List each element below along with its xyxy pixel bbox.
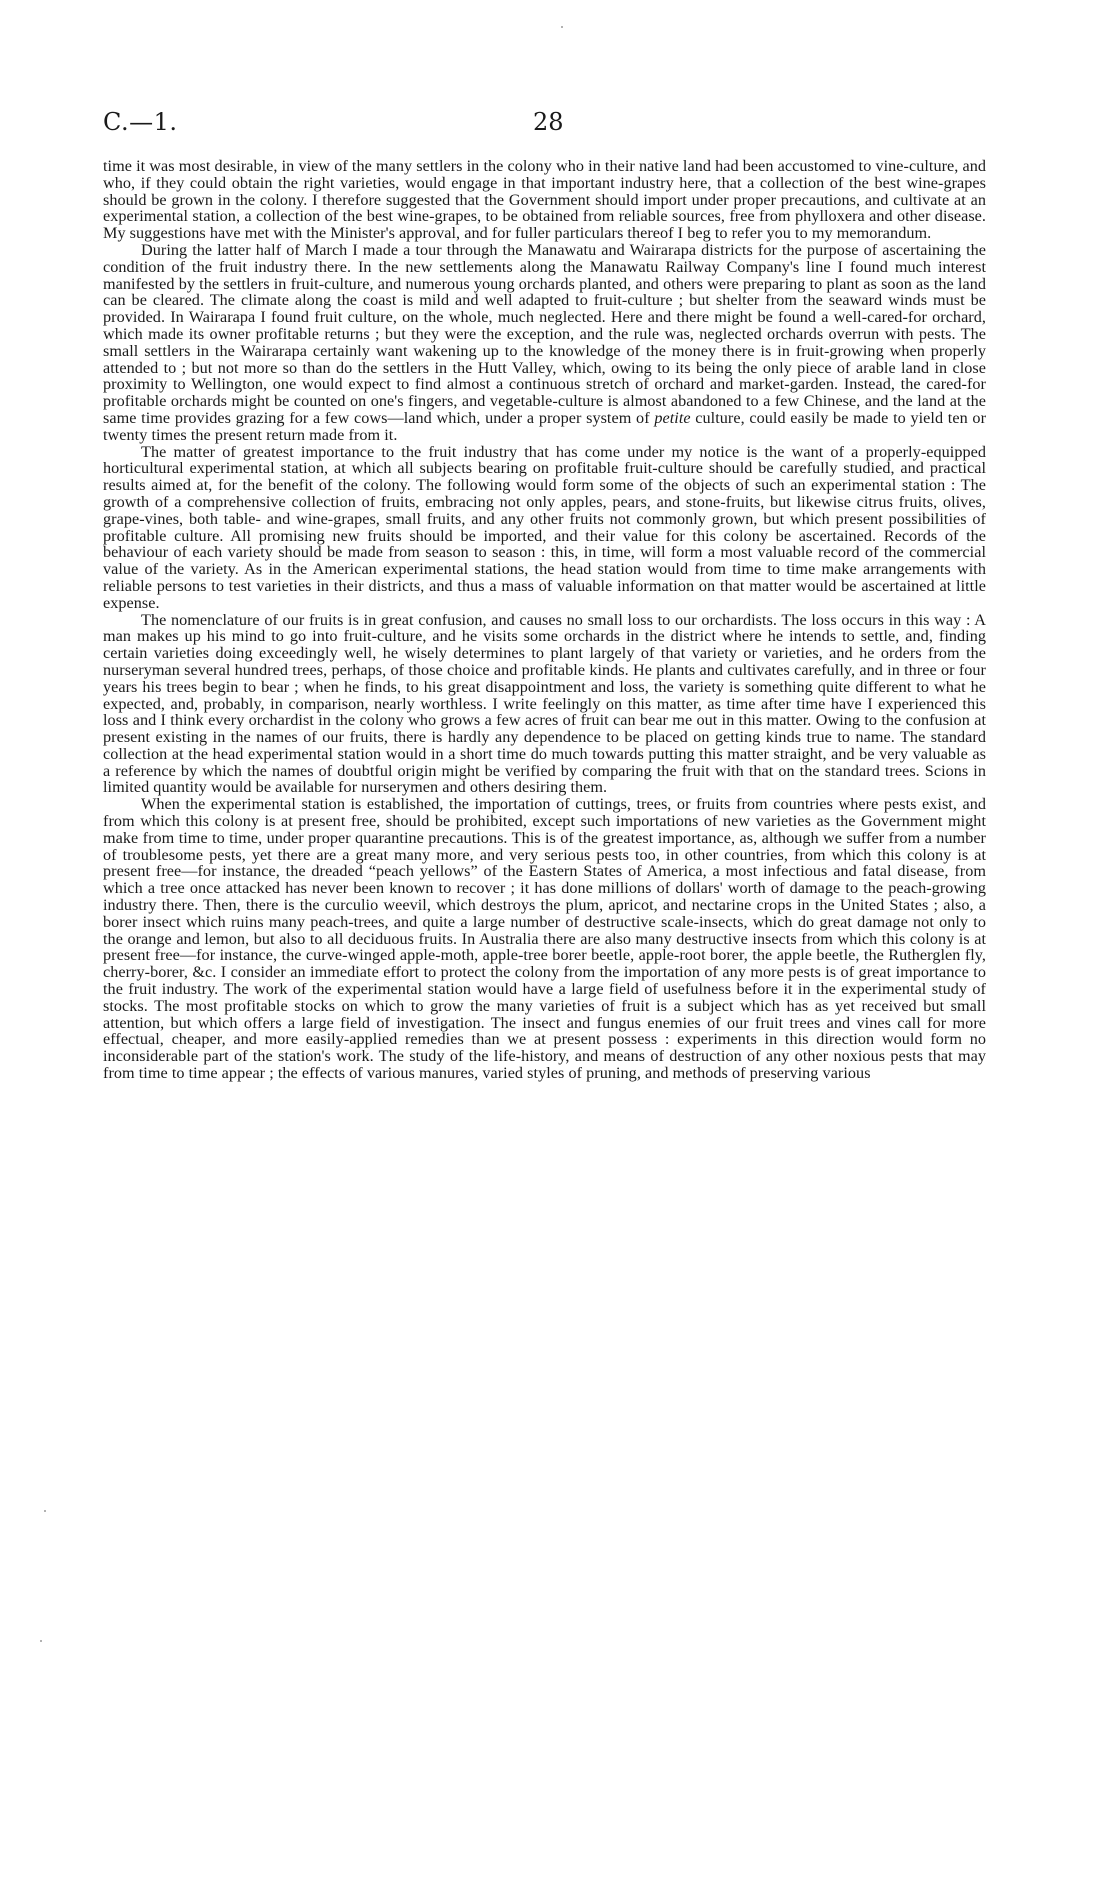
paragraph: When the experimental station is established, the importation of cuttings, trees, or fruits from countries where pests exist, and from which this colony is at present free, should be prohibited, except such importations of new varieties as the Government might make from time to time, under proper quarantine precautions. This is of the greatest importance, as, although we suffer from a number of troublesome pests, yet there are a great many more, and very serious pests too, in other countries, from which this colony is at present free—for instance, the dreaded “peach yellows” of the Eastern States of America, a most infectious and fatal disease, from which a tree once attacked has never been known to recover ; it has done millions of dollars' worth of damage to the peach-growing industry there. Then, there is the curculio weevil, which destroys the plum, apricot, and nectarine crops in the United States ; also, a borer insect which ruins many peach-trees, and quite a large number of destructive scale-insects, which do great damage not only to the orange and lemon, but also to all deciduous fruits. In Australia there are also many destructive insects from which this colony is at present free—for instance, the curve-winged apple-moth, apple-tree borer beetle, apple-root borer, the apple beetle, the Rutherglen fly, cherry-borer, &c. I consider an immediate effort to protect the colony from the importation of any more pests is of great importance to the fruit industry. The work of the experimental station would have a large field of usefulness before it in the experimental study of stocks. The most profitable stocks on which to grow the many varieties of fruit is a subject which has as yet received but small attention, but which offers a large field of investigation. The insect and fungus enemies of our fruit trees and vines call for more effectual, cheaper, and more easily-applied remedies than we at present possess : experiments in this direction would form no inconsiderable part of the station's work. The study of the life-history, and means of destruction of any other noxious pests that may from time to time appear ; the effects of various manures, varied styles of pruning, and methods of preserving various	[103, 795, 986, 1083]
italic-term: petite	[654, 408, 691, 427]
paragraph: time it was most desirable, in view of the many settlers in the colony who in their native land had been accustomed to vine-culture, and who, if they could obtain the right varieties, would engage in that important industry here, that a collection of the best wine-grapes should be grown in the colony. I therefore suggested that the Government should import under proper precautions, and cultivate at an experimental station, a collection of the best wine-grapes, to be obtained from reliable sources, free from phylloxera and other disease. My suggestions have met with the Minister's approval, and for fuller particulars thereof I beg to refer you to my memorandum.	[103, 157, 986, 243]
document-code: C.—1.	[103, 108, 178, 136]
page-number: 28	[533, 108, 564, 136]
paragraph: The nomenclature of our fruits is in great confusion, and causes no small loss to our orchardists. The loss occurs in this way : A man makes up his mind to go into fruit-culture, and he visits some orchards in the district where he intends to settle, and, finding certain varieties doing exceedingly well, he wisely determines to plant largely of that variety or varieties, and he orders from the nurseryman several hundred trees, perhaps, of those choice and profitable kinds. He plants and cultivates carefully, and in three or four years his trees begin to bear ; when he finds, to his great disappointment and loss, the variety is something quite different to what he expected, and, probably, in comparison, nearly worthless. I write feelingly on this matter, as time after time have I experienced this loss and I think every orchardist in the colony who grows a few acres of fruit can bear me out in this matter. Owing to the confusion at present existing in the names of our fruits, there is hardly any dependence to be placed on getting kinds true to name. The standard collection at the head experimental station would in a short time do much towards putting this matter straight, and be very valuable as a reference by which the names of doubtful origin might be verified by comparing the fruit with that on the standard trees. Scions in limited quantity would be available for nurserymen and others desiring them.	[103, 610, 986, 797]
scan-speck	[561, 26, 563, 28]
paragraph: During the latter half of March I made a tour through the Manawatu and Wairarapa districts for the purpose of ascertaining the condition of the fruit industry there. In the new settlements along the Manawatu Railway Company's line I found much interest manifested by the settlers in fruit-culture, and numerous young orchards planted, and others were preparing to plant as soon as the land can be cleared. The climate along the coast is mild and well adapted to fruit-culture ; but shelter from the seaward winds must be provided. In Wairarapa I found fruit culture, on the whole, much neglected. Here and there might be found a well-cared-for orchard, which made its owner profitable returns ; but they were the exception, and the rule was, neglected orchards overrun with pests. The small settlers in the Wairarapa certainly want wakening up to the knowledge of the money there is in fruit-growing when properly attended to ; but not more so than do the settlers in the Hutt Valley, which, owing to its being the only piece of arable land in close proximity to Wellington, one would expect to find almost a continuous stretch of orchard and market-garden. Instead, the cared-for profitable orchards might be counted on one's fingers, and vegetable-culture is almost abandoned to a few Chinese, and the land at the same time provides grazing for a few cows—land which, under a proper system of petite culture, could easily be made to yield ten or twenty times the present return made from it.	[103, 240, 987, 444]
page-header	[103, 108, 1023, 140]
scan-speck	[44, 1510, 46, 1512]
body-text	[103, 158, 986, 1082]
scan-speck	[40, 1640, 42, 1642]
paragraph: The matter of greatest importance to the fruit industry that has come under my notice is the want of a properly-equipped horticultural experimental station, at which all subjects bearing on profitable fruit-culture should be carefully studied, and practical results aimed at, for the benefit of the colony. The following would form some of the objects of such an experimental station : The growth of a comprehensive collection of fruits, embracing not only apples, pears, and stone-fruits, but likewise citrus fruits, olives, grape-vines, both table- and wine-grapes, small fruits, and any other fruits not commonly grown, but which present possibilities of profitable culture. All promising new fruits should be imported, and their value for this colony be ascertained. Records of the behaviour of each variety should be made from season to season : this, in time, will form a most valuable record of the commercial value of the variety. As in the American experimental stations, the head station would from time to time make arrangements with reliable persons to test varieties in their districts, and thus a mass of valuable information on that matter would be ascertained at little expense.	[103, 442, 986, 612]
